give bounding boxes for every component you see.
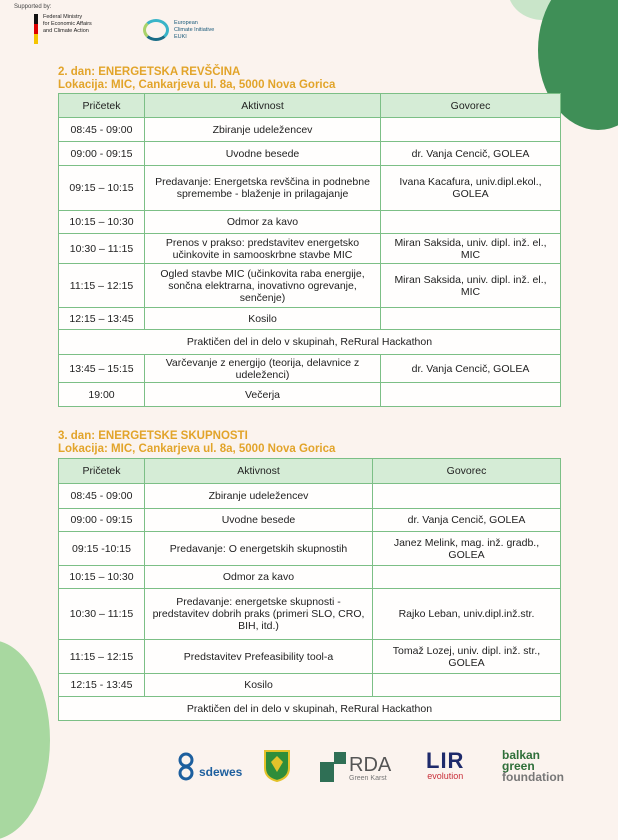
column-header: Govorec — [381, 94, 561, 118]
speaker-cell — [381, 118, 561, 142]
foundation-text: foundation — [502, 770, 564, 784]
activity-cell: Predavanje: Energetska revščina in podnebne spremembe - blaženje in prilagajanje — [145, 166, 381, 211]
activity-cell: Varčevanje z energijo (teorija, delavnice z udeleženci) — [145, 355, 381, 383]
table-row — [59, 264, 561, 308]
table-row — [59, 308, 561, 330]
day2-schedule-table — [58, 93, 561, 407]
speaker-cell: Janez Melink, mag. inž. gradb., GOLEA — [373, 532, 561, 566]
sdewes-icon — [174, 752, 198, 782]
column-header: Aktivnost — [145, 459, 373, 484]
time-cell: 09:15 -10:15 — [59, 532, 145, 566]
speaker-cell — [373, 566, 561, 589]
table-row — [59, 674, 561, 697]
speaker-cell — [373, 484, 561, 509]
activity-cell: Predstavitev Prefeasibility tool-a — [145, 640, 373, 674]
time-cell: 10:15 – 10:30 — [59, 566, 145, 589]
coat-of-arms-logo — [264, 750, 290, 787]
day3-title: 3. dan: ENERGETSKE SKUPNOSTI — [58, 430, 248, 442]
bmwk-text-line: Federal Ministry — [43, 14, 83, 20]
activity-cell: Predavanje: O energetskih skupnostih — [145, 532, 373, 566]
activity-cell: Zbiranje udeležencev — [145, 118, 381, 142]
rda-logo — [320, 752, 391, 782]
time-cell: 10:30 – 11:15 — [59, 589, 145, 640]
table-row — [59, 142, 561, 166]
table-row — [59, 118, 561, 142]
activity-cell: Kosilo — [145, 674, 373, 697]
day3-location: Lokacija: MIC, Cankarjeva ul. 8a, 5000 Nova Gorica — [58, 443, 336, 455]
speaker-cell — [381, 308, 561, 330]
partner-logos — [0, 748, 618, 788]
day2-title: 2. dan: ENERGETSKA REVŠČINA — [58, 66, 241, 78]
time-cell: 19:00 — [59, 383, 145, 407]
activity-cell: Zbiranje udeležencev — [145, 484, 373, 509]
table-row — [59, 355, 561, 383]
column-header: Govorec — [373, 459, 561, 484]
activity-cell: Predavanje: energetske skupnosti - predstavitev dobrih praks (primeri SLO, CRO, BIH, itd.) — [145, 589, 373, 640]
rda-icon — [320, 752, 346, 782]
speaker-cell — [373, 674, 561, 697]
time-cell: 13:45 – 15:15 — [59, 355, 145, 383]
activity-cell: Večerja — [145, 383, 381, 407]
activity-cell: Odmor za kavo — [145, 566, 373, 589]
table-row — [59, 589, 561, 640]
speaker-cell — [381, 383, 561, 407]
span-cell: Praktičen del in delo v skupinah, ReRural Hackathon — [59, 697, 561, 721]
decor-blob — [0, 640, 50, 840]
balkan-green-foundation-logo — [502, 750, 564, 783]
table-row — [59, 330, 561, 355]
activity-cell: Kosilo — [145, 308, 381, 330]
bmwk-logo — [34, 14, 92, 44]
time-cell: 12:15 - 13:45 — [59, 674, 145, 697]
column-header: Aktivnost — [145, 94, 381, 118]
activity-cell: Ogled stavbe MIC (učinkovita raba energije, sončna elektrarna, inovativno ogrevanje, senčenje) — [145, 264, 381, 308]
column-header: Pričetek — [59, 94, 145, 118]
euki-text-line: European — [174, 19, 198, 26]
day3-schedule-table — [58, 458, 561, 721]
speaker-cell: Tomaž Lozej, univ. dipl. inž. str., GOLEA — [373, 640, 561, 674]
euki-text-line: EUKI — [174, 33, 187, 40]
speaker-cell: dr. Vanja Cencič, GOLEA — [373, 509, 561, 532]
speaker-cell: Rajko Leban, univ.dipl.inž.str. — [373, 589, 561, 640]
balkan-text: balkan — [502, 748, 541, 762]
speaker-cell — [381, 211, 561, 234]
lir-logo — [426, 750, 464, 781]
lir-subtext: evolution — [427, 771, 464, 781]
time-cell: 10:30 – 11:15 — [59, 234, 145, 264]
euki-icon — [143, 19, 169, 41]
table-row — [59, 532, 561, 566]
day2-location: Lokacija: MIC, Cankarjeva ul. 8a, 5000 Nova Gorica — [58, 79, 336, 91]
time-cell: 09:00 - 09:15 — [59, 142, 145, 166]
time-cell: 12:15 – 13:45 — [59, 308, 145, 330]
euki-logo — [143, 19, 214, 41]
table-row — [59, 166, 561, 211]
span-cell: Praktičen del in delo v skupinah, ReRural Hackathon — [59, 330, 561, 355]
activity-cell: Uvodne besede — [145, 509, 373, 532]
rda-subtext: Green Karst — [349, 775, 387, 782]
column-header: Pričetek — [59, 459, 145, 484]
sdewes-logo — [174, 752, 242, 782]
speaker-cell: Miran Saksida, univ. dipl. inž. el., MIC — [381, 234, 561, 264]
time-cell: 08:45 - 09:00 — [59, 118, 145, 142]
time-cell: 11:15 – 12:15 — [59, 640, 145, 674]
rda-text: RDA — [349, 754, 392, 776]
time-cell: 09:15 – 10:15 — [59, 166, 145, 211]
sdewes-text: sdewes — [199, 765, 243, 779]
coat-of-arms-icon — [264, 750, 290, 782]
activity-cell: Uvodne besede — [145, 142, 381, 166]
speaker-cell: dr. Vanja Cencič, GOLEA — [381, 355, 561, 383]
german-flag-icon — [34, 14, 38, 44]
time-cell: 09:00 - 09:15 — [59, 509, 145, 532]
speaker-cell: dr. Vanja Cencič, GOLEA — [381, 142, 561, 166]
activity-cell: Odmor za kavo — [145, 211, 381, 234]
speaker-cell: Miran Saksida, univ. dipl. inž. el., MIC — [381, 264, 561, 308]
bmwk-text-line: for Economic Affairs — [43, 21, 92, 27]
lir-text: LIR — [426, 748, 465, 773]
table-row — [59, 211, 561, 234]
supported-by-label: Supported by: — [14, 4, 52, 10]
activity-cell: Prenos v prakso: predstavitev energetsko učinkovite in samooskrbne stavbe MIC — [145, 234, 381, 264]
table-row — [59, 509, 561, 532]
time-cell: 10:15 – 10:30 — [59, 211, 145, 234]
time-cell: 11:15 – 12:15 — [59, 264, 145, 308]
table-row — [59, 484, 561, 509]
speaker-cell: Ivana Kacafura, univ.dipl.ekol., GOLEA — [381, 166, 561, 211]
table-row — [59, 383, 561, 407]
table-row — [59, 640, 561, 674]
bmwk-text-line: and Climate Action — [43, 28, 89, 34]
time-cell: 08:45 - 09:00 — [59, 484, 145, 509]
euki-text-line: Climate Initiative — [174, 26, 215, 33]
table-row — [59, 566, 561, 589]
table-row — [59, 697, 561, 721]
green-text: green — [502, 759, 535, 773]
table-row — [59, 234, 561, 264]
